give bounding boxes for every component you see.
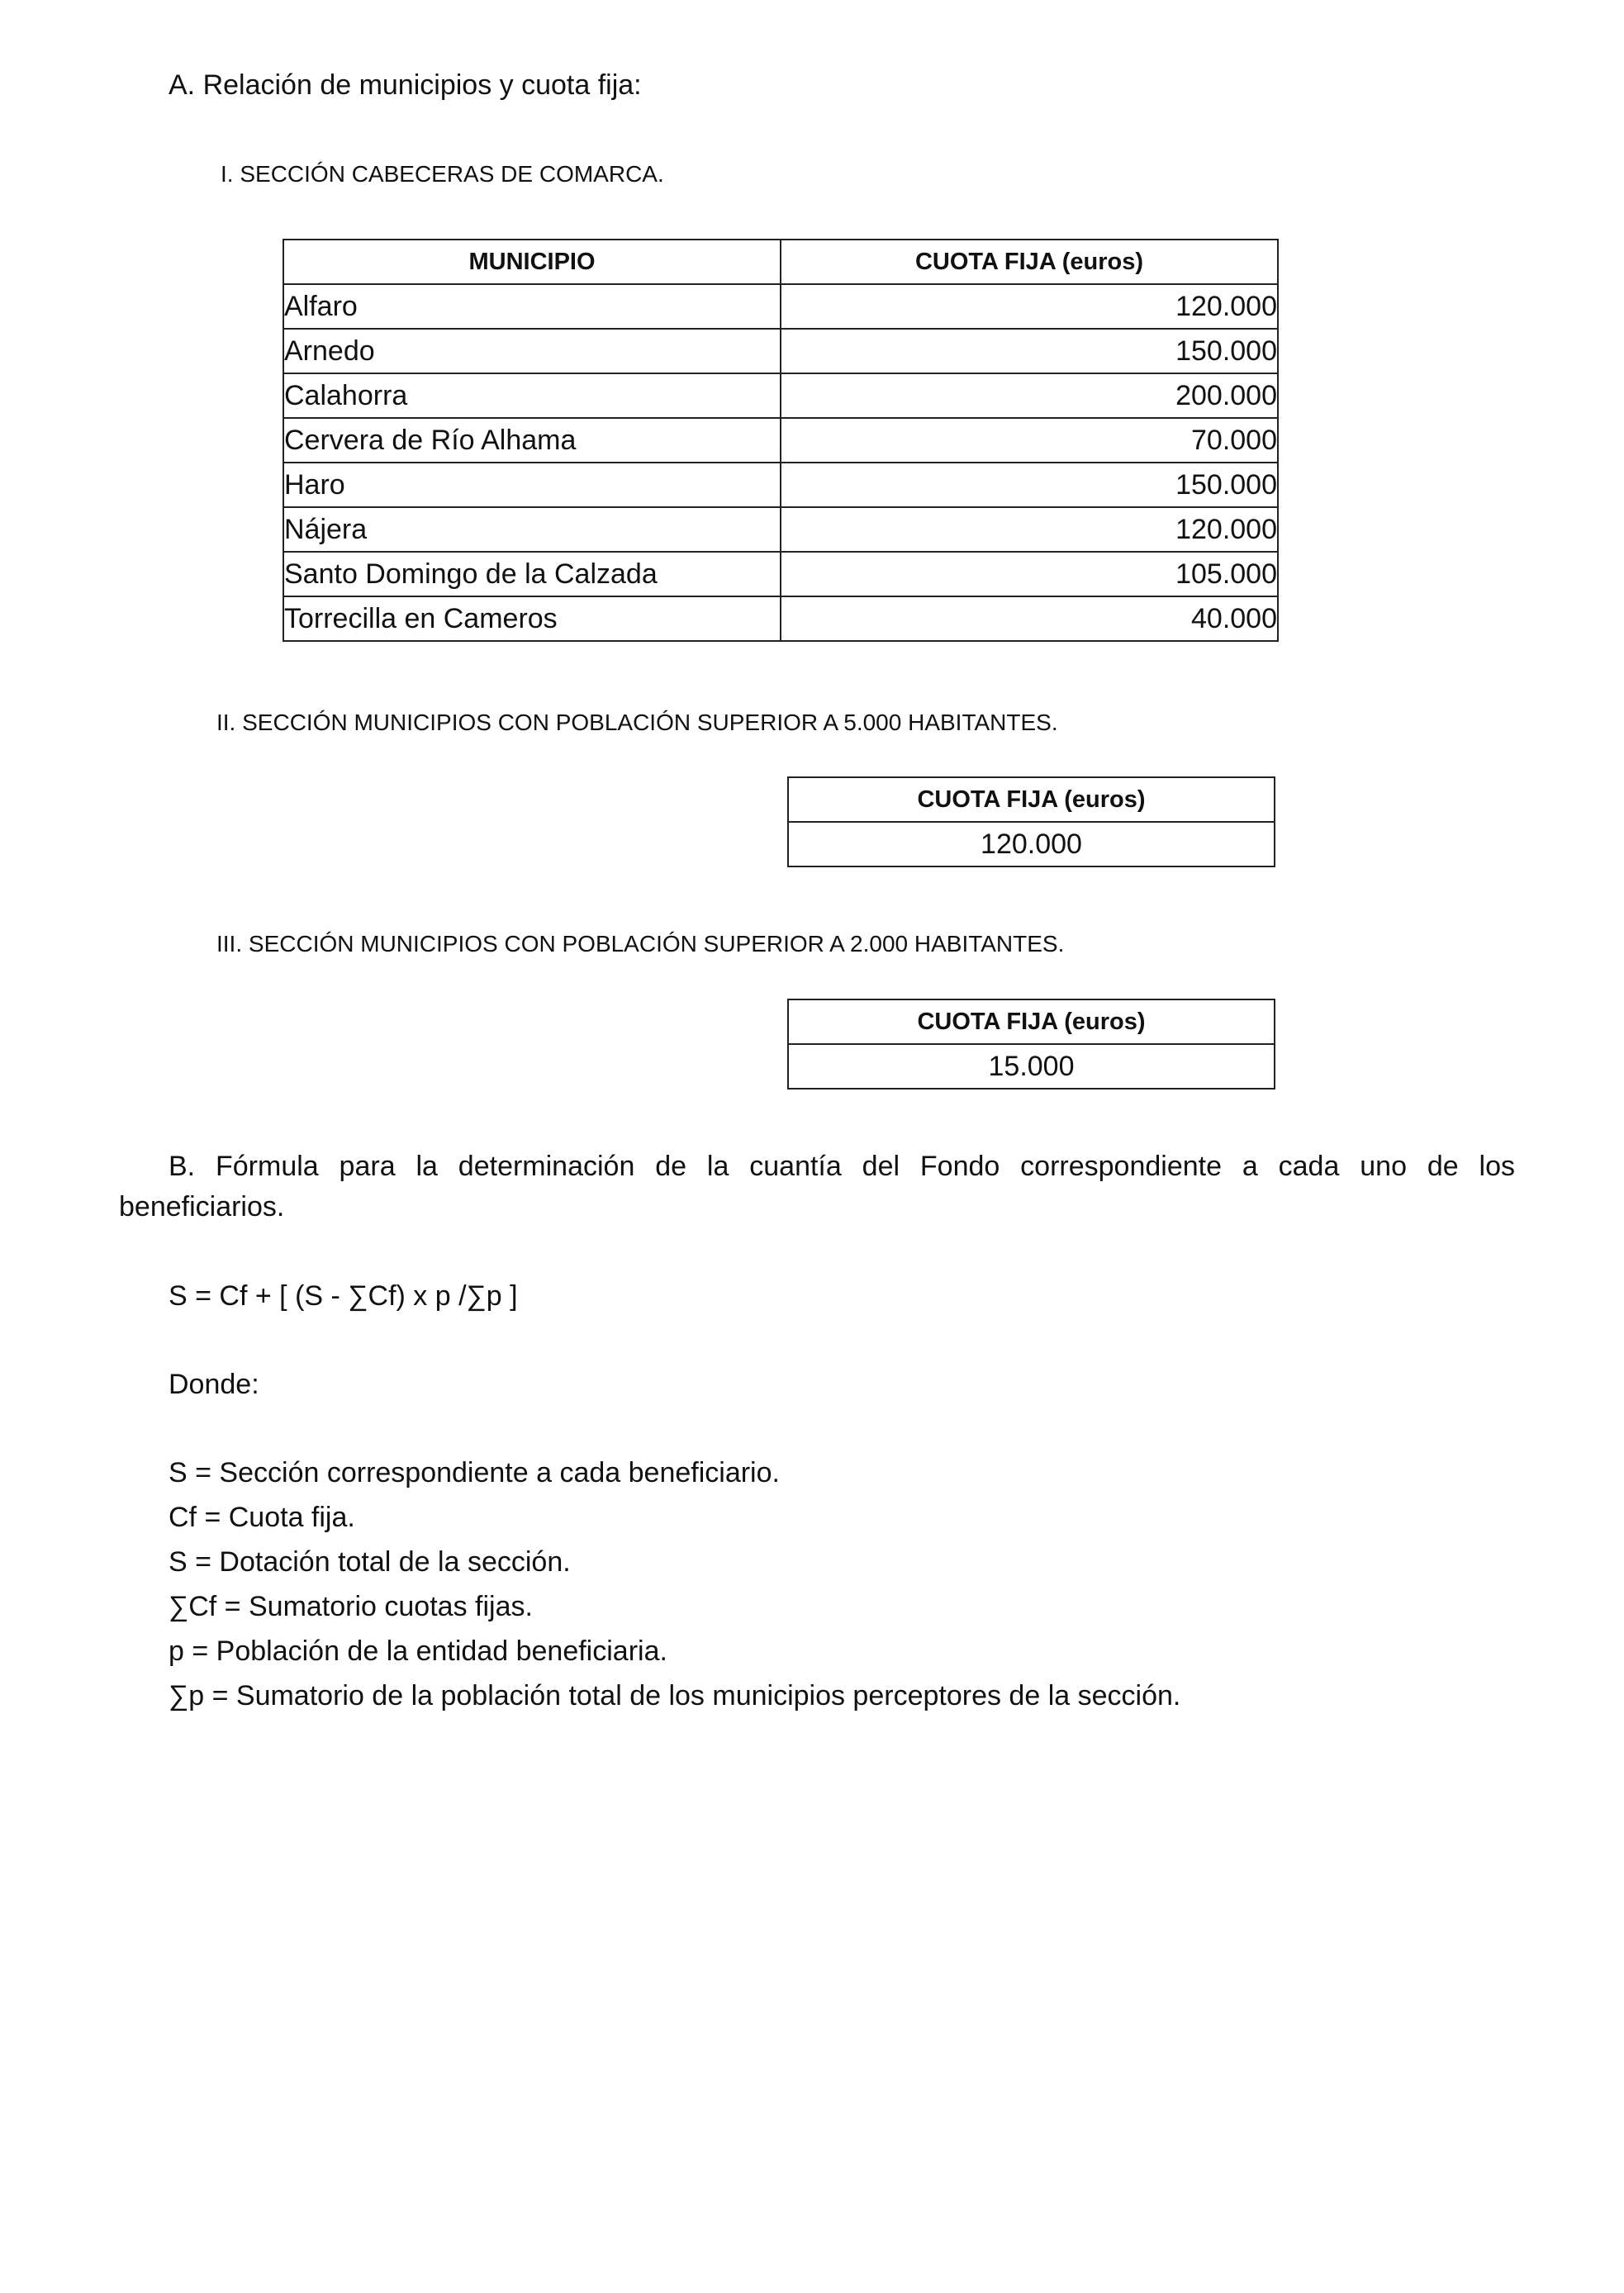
section-a-heading: A. Relación de municipios y cuota fija: — [169, 69, 642, 101]
section-i-table — [283, 239, 1279, 642]
section-b-paragraph-line2: beneficiarios. — [119, 1191, 285, 1222]
table-row — [283, 552, 1278, 596]
table-row — [283, 373, 1278, 418]
cuota-cell: 150.000 — [781, 463, 1278, 507]
definition-item: S = Sección correspondiente a cada beneficiario. — [169, 1457, 780, 1488]
definition-item: p = Población de la entidad beneficiaria. — [169, 1635, 667, 1667]
section-ii-table — [787, 776, 1275, 867]
municipio-cell: Haro — [283, 463, 781, 507]
municipio-cell: Nájera — [283, 507, 781, 552]
table-row — [283, 329, 1278, 373]
table-header-row — [788, 999, 1275, 1044]
table-header-row — [788, 777, 1275, 822]
table-row — [788, 1044, 1275, 1089]
section-ii-title: II. SECCIÓN MUNICIPIOS CON POBLACIÓN SUPERIOR A 5.000 HABITANTES. — [216, 710, 1058, 735]
header-cuota-fija: CUOTA FIJA (euros) — [788, 999, 1275, 1044]
section-iii-table — [787, 999, 1275, 1090]
municipio-cell: Torrecilla en Cameros — [283, 596, 781, 641]
header-municipio: MUNICIPIO — [283, 240, 781, 284]
cuota-cell: 70.000 — [781, 418, 1278, 463]
table-row — [283, 418, 1278, 463]
section-iii-title: III. SECCIÓN MUNICIPIOS CON POBLACIÓN SUPERIOR A 2.000 HABITANTES. — [216, 931, 1065, 957]
table-row — [283, 284, 1278, 329]
municipio-cell: Arnedo — [283, 329, 781, 373]
cuota-cell: 105.000 — [781, 552, 1278, 596]
cuota-cell: 120.000 — [781, 507, 1278, 552]
definition-item: S = Dotación total de la sección. — [169, 1546, 571, 1578]
municipio-cell: Santo Domingo de la Calzada — [283, 552, 781, 596]
municipio-cell: Alfaro — [283, 284, 781, 329]
cuota-cell: 150.000 — [781, 329, 1278, 373]
table-header-row — [283, 240, 1278, 284]
cuota-cell: 15.000 — [788, 1044, 1275, 1089]
cuota-cell: 120.000 — [788, 822, 1275, 866]
header-cuota-fija: CUOTA FIJA (euros) — [788, 777, 1275, 822]
table-row — [283, 463, 1278, 507]
municipio-cell: Cervera de Río Alhama — [283, 418, 781, 463]
definition-item: ∑p = Sumatorio de la población total de los municipios perceptores de la sección. — [169, 1680, 1181, 1711]
where-label: Donde: — [169, 1369, 259, 1400]
cuota-cell: 120.000 — [781, 284, 1278, 329]
definition-item: ∑Cf = Sumatorio cuotas fijas. — [169, 1591, 533, 1622]
section-i-title: I. SECCIÓN CABECERAS DE COMARCA. — [221, 161, 664, 187]
cuota-cell: 200.000 — [781, 373, 1278, 418]
section-b-paragraph-line1: B. Fórmula para la determinación de la cuantía del Fondo correspondiente a cada uno de los — [169, 1151, 1515, 1182]
table-row — [283, 507, 1278, 552]
cuota-cell: 40.000 — [781, 596, 1278, 641]
table-row — [283, 596, 1278, 641]
definition-item: Cf = Cuota fija. — [169, 1502, 355, 1533]
municipio-cell: Calahorra — [283, 373, 781, 418]
header-cuota-fija: CUOTA FIJA (euros) — [781, 240, 1278, 284]
table-row — [788, 822, 1275, 866]
formula: S = Cf + [ (S - ∑Cf) x p /∑p ] — [169, 1280, 518, 1312]
